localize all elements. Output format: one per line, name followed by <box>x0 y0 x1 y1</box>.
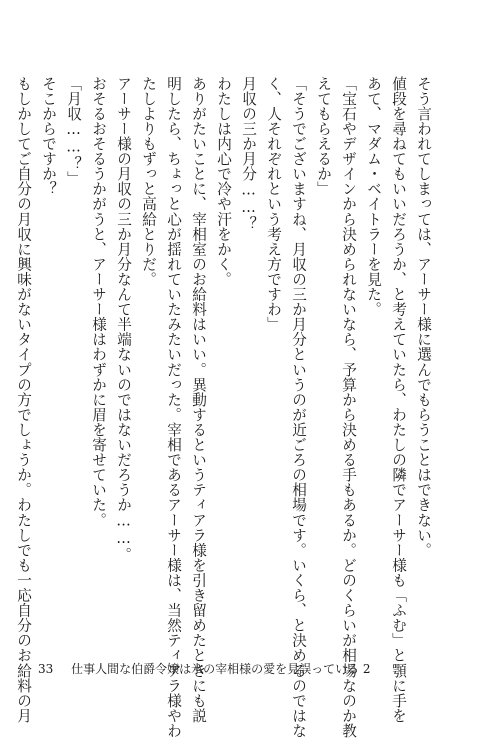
text-line: そこからですか？ <box>40 76 57 197</box>
text-line: 値段を尋ねてもいいだろうか、と考えていたら、わたしの隣でアーサー様も「ふむ」と顎に手を <box>390 76 407 724</box>
text-line: あて、マダム・ベイトラーを見た。 <box>365 76 382 317</box>
text-line: たしよりもずっと高給とりだ。 <box>140 76 157 287</box>
text-line: えてもらえるか」 <box>315 76 332 197</box>
text-line: アーサー様の月収の三か月分なんて半端ないのではないだろうか……。 <box>115 76 132 563</box>
text-line: 「宝石やデザインから決められないなら、予算から決める手もあるか。どのくらいが相場なのか教 <box>340 76 357 738</box>
text-line: 月収の三か月分……？ <box>240 76 257 232</box>
text-line: 「月収……？」 <box>65 76 82 187</box>
text-line: おそるおそるうかがうと、アーサー様はわずかに眉を寄せていた。 <box>90 76 107 528</box>
text-line: く、人それぞれという考え方ですわ」 <box>265 76 282 332</box>
page-footer <box>38 660 371 677</box>
text-line: わたしは内心で冷や汗をかく。 <box>215 76 232 287</box>
text-line: そう言われてしまっては、アーサー様に選んでもらうことはできない。 <box>415 76 432 558</box>
page-number: 33 <box>38 662 54 676</box>
text-line: ありがたいことに、宰相室のお給料はいい。異動するというティアラ様を引き留めたときにも説 <box>190 76 207 724</box>
text-line: 明したら、ちょっと心が揺れていたみたいだった。宰相であるアーサー様は、当然ティアラ様やわ <box>165 76 182 738</box>
text-line: 「そうでございますね、月収の三か月分というのが近ごろの相場です。いくら、と決めるのではな <box>290 76 307 738</box>
running-title: 仕事人間な伯爵令嬢は氷の宰相様の愛を見誤っている 2 <box>71 662 371 676</box>
text-line: もしかしてご自分の月収に興味がないタイプの方でしょうか。わたしでも一応自分のお給料の月 <box>15 76 32 724</box>
